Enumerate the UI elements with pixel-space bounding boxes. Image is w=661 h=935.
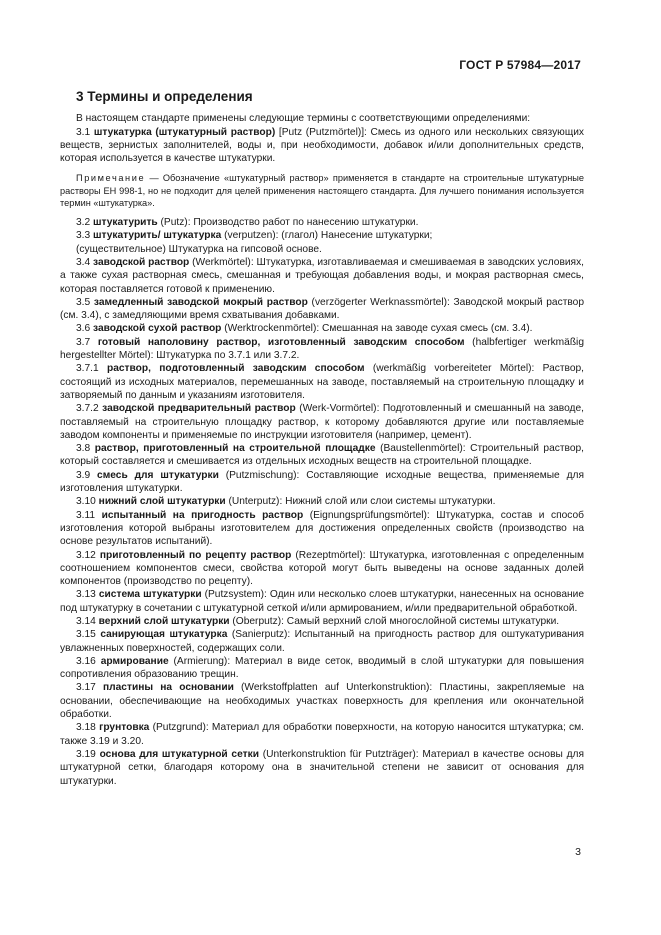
term-entry: 3.7 готовый наполовину раствор, изготовленный заводским способом (halbfertiger werkmäßig hergestellter Mörtel): Штукатурка по 3.7.1 или 3.7.2. — [60, 336, 584, 362]
term-name: заводской сухой раствор — [93, 323, 222, 335]
term-name: заводской раствор — [93, 256, 190, 268]
term-entry: 3.5 замедленный заводской мокрый раствор (verzögerter Werknassmörtel): Заводской мокрый раствор (см. 3.4), с замедляющими время схватывания добавками. — [60, 296, 584, 322]
term-entry: 3.14 верхний слой штукатурки (Oberputz): Самый верхний слой многослойной системы штукатурки. — [76, 616, 560, 627]
term-entry: 3.2 штукатурить (Putz): Производство работ по нанесению штукатурки. — [76, 217, 419, 229]
term-name: основа для штукатурной сетки — [99, 748, 259, 760]
term-continuation: (существительное) Штукатурка на гипсовой основе. — [76, 243, 322, 255]
term-name: замедленный заводской мокрый раствор — [93, 296, 308, 308]
term-entry: 3.16 армирование (Armierung): Материал в виде сеток, вводимый в слой штукатурки для повышения сопротивления образованию трещин. — [60, 655, 584, 681]
note-label: Примечание — [76, 173, 146, 184]
term-entry: 3.15 санирующая штукатурка (Sanierputz): Испытанный на пригодность раствор для оштукатуривания увлажненных поверхностей, содержащих соли. — [60, 629, 584, 654]
term-name: штукатурить/ штукатурка — [93, 230, 222, 242]
term-entry: 3.13 система штукатурки (Putzsystem): Один или несколько слоев штукатурки, нанесенных на основание под штукатурку в сочетании с штукатурной сеткой и/или армированием, и/или предварительной обработкой. — [60, 589, 584, 614]
term-entry: 3.10 нижний слой штукатурки (Unterputz): Нижний слой или слои системы штукатурки. — [76, 496, 496, 508]
term-entry: 3.11 испытанный на пригодность раствор (Eignungsprüfungsmörtel): Штукатурка, состав и способ изготовления которой выбраны изготовителем для достижения определенных свойств (производство на основе результатов испытаний). — [60, 509, 584, 548]
term-name: раствор, приготовленный на строительной площадке — [94, 443, 376, 455]
term-name: раствор, подготовленный заводским способом — [106, 363, 365, 375]
term-entry: 3.1 штукатурка (штукатурный раствор) [Putz (Putzmörtel)]: Смесь из одного или нескольких связующих веществ, зернистых заполнителей, воды и, при необходимости, добавок и/или дополнительных средств, которая используется в качестве штукатурки. — [60, 126, 584, 165]
term-name: приготовленный по рецепту раствор — [99, 549, 292, 561]
term-name: грунтовка — [99, 722, 150, 734]
term-name: верхний слой штукатурки — [98, 616, 230, 627]
term-entry: 3.18 грунтовка (Putzgrund): Материал для обработки поверхности, на которую наносится штукатурка; см. также 3.19 и 3.20. — [60, 722, 584, 747]
section-title: 3 Термины и определения — [76, 89, 253, 104]
term-name: армирование — [100, 655, 169, 667]
term-entry: 3.4 заводской раствор (Werkmörtel): Штукатурка, изготавливаемая и смешиваемая в заводских условиях, а также сухая растворная смесь, смешанная и требующая добавления воды, и мокрая растворная смесь, которая поставляется готовой к применению. — [60, 256, 585, 295]
term-entry: 3.7.1 раствор, подготовленный заводским способом (werkmäßig vorbereiteter Mörtel): Раствор, состоящий из исходных материалов, перемешанных на заводе, поставляемый на строительную площадку и затворяемый по данным и указаниям изготовителя. — [60, 363, 584, 401]
term-entry: 3.19 основа для штукатурной сетки (Unterkonstruktion für Putzträger): Материал в качестве основы для штукатурной сетки, благодаря которому она в значительной степени не зависит от основания для штукатурки. — [60, 748, 584, 787]
term-entry: 3.6 заводской сухой раствор (Werktrockenmörtel): Смешанная на заводе сухая смесь (см. 3.4). — [76, 323, 533, 335]
note-text: — Обозначение «штукатурный раствор» применяется в стандарте на строительные штукатурные растворы ЕН 998-1, но не подходит для целей применения настоящего стандарта. Для лучшего понимания используется термин «штукатурка». — [60, 173, 584, 208]
term-name: штукатурка (штукатурный раствор) — [93, 126, 276, 138]
note-block — [60, 172, 584, 209]
term-entry: 3.17 пластины на основании (Werkstoffplatten auf Unterkonstruktion): Пластины, закрепляемые на основании, обеспечивающие на необходимых участках поверхность для крепления или окончательной обработки. — [60, 682, 584, 721]
standard-code: ГОСТ Р 57984—2017 — [459, 58, 581, 72]
term-name: нижний слой штукатурки — [98, 496, 226, 508]
term-entry: 3.7.2 заводской предварительный раствор (Werk-Vormörtel): Подготовленный и смешанный на заводе, поставляемый на строительную площадку раствор, к которому добавляются другие или поставляемые заводом компоненты и применяемые по инструкции изготовителя (например, цемент). — [60, 403, 584, 441]
term-entry: 3.9 смесь для штукатурки (Putzmischung): Составляющие исходные вещества, применяемые для изготовления штукатурки. — [60, 469, 584, 495]
term-entry: 3.12 приготовленный по рецепту раствор (Rezeptmörtel): Штукатурка, изготовленная с определенным соотношением компонентов смеси, свойства которой могут быть выведены на основе заданных долей компонентов (производство по рецепту). — [60, 549, 584, 588]
term-entry: 3.8 раствор, приготовленный на строительной площадке (Baustellenmörtel): Строительный раствор, который составляется и смешивается из отдельных исходных веществ на строительной площадке. — [60, 443, 584, 468]
term-entry: 3.3 штукатурить/ штукатурка (verputzen): (глагол) Нанесение штукатурки; — [76, 230, 433, 242]
term-name: система штукатурки — [98, 589, 202, 601]
term-name: испытанный на пригодность раствор — [101, 509, 304, 521]
term-name: готовый наполовину раствор, изготовленный заводским способом — [97, 336, 465, 348]
section-intro: В настоящем стандарте применены следующие термины с соответствующими определениями: — [76, 113, 531, 125]
section-body — [60, 90, 584, 788]
term-name: заводской предварительный раствор — [102, 403, 296, 415]
term-name: пластины на основании — [103, 682, 234, 694]
page-number: 3 — [575, 846, 581, 858]
term-name: санирующая штукатурка — [100, 629, 228, 641]
term-name: штукатурить — [93, 217, 158, 229]
term-name: смесь для штукатурки — [97, 469, 219, 481]
